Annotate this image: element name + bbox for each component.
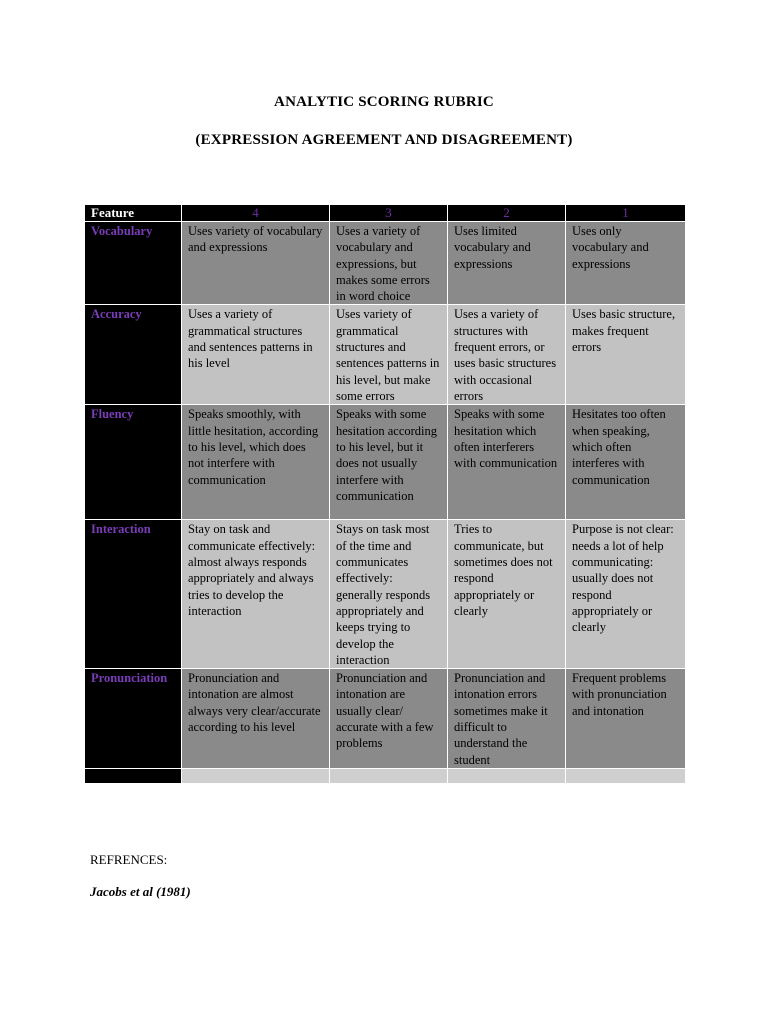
table-cell: Purpose is not clear: needs a lot of help communicating: usually does not respond appropriately or clearly [566,520,686,669]
table-cell: Uses only vocabulary and expressions [566,222,686,305]
empty-cell [330,768,448,783]
table-cell: Pronunciation and intonation are usually clear/ accurate with a few problems [330,669,448,769]
reference-item: Jacobs et al (1981) [90,884,191,899]
table-cell: Uses a variety of structures with frequent errors, or uses basic structures with occasional errors [448,305,566,405]
table-row [85,222,686,305]
empty-cell [85,768,182,783]
feature-pronunciation: Pronunciation [85,669,182,769]
header-row [85,205,686,222]
table-cell: Stays on task most of the time and communicates effectively: generally responds appropriately and keeps trying to develop the interaction [330,520,448,669]
feature-accuracy: Accuracy [85,305,182,405]
feature-interaction: Interaction [85,520,182,669]
table-cell: Frequent problems with pronunciation and intonation [566,669,686,769]
table-row [85,405,686,520]
feature-vocabulary: Vocabulary [85,222,182,305]
document-subtitle: (EXPRESSION AGREEMENT AND DISAGREEMENT) [195,132,573,148]
table-cell: Hesitates too often when speaking, which often interferes with communication [566,405,686,520]
table-row [85,669,686,769]
header-score-3: 3 [330,205,448,222]
table-cell: Speaks with some hesitation which often interferers with communication [448,405,566,520]
empty-cell [448,768,566,783]
table-cell: Speaks smoothly, with little hesitation, according to his level, which does not interfere with communication [182,405,330,520]
table-cell: Pronunciation and intonation are almost always very clear/accurate according to his level [182,669,330,769]
table-cell: Speaks with some hesitation according to his level, but it does not usually interfere with communication [330,405,448,520]
table-cell: Stay on task and communicate effectively: almost always responds appropriately and always tries to develop the interaction [182,520,330,669]
empty-cell [566,768,686,783]
table-cell: Uses basic structure, makes frequent errors [566,305,686,405]
header-score-4: 4 [182,205,330,222]
table-cell: Uses variety of vocabulary and expressions [182,222,330,305]
table-cell: Uses a variety of vocabulary and expressions, but makes some errors in word choice [330,222,448,305]
table-cell: Uses limited vocabulary and expressions [448,222,566,305]
table-cell: Tries to communicate, but sometimes does not respond appropriately or clearly [448,520,566,669]
table-cell: Pronunciation and intonation errors sometimes make it difficult to understand the student [448,669,566,769]
table-row [85,305,686,405]
header-score-1: 1 [566,205,686,222]
feature-fluency: Fluency [85,405,182,520]
table-cell: Uses a variety of grammatical structures and sentences patterns in his level [182,305,330,405]
table-row [85,520,686,669]
empty-row [85,768,686,783]
table-cell: Uses variety of grammatical structures and sentences patterns in his level, but make some errors [330,305,448,405]
empty-cell [182,768,330,783]
references-label: REFRENCES: [90,852,168,867]
document-title: ANALYTIC SCORING RUBRIC [274,94,494,110]
rubric-table [84,204,686,784]
header-score-2: 2 [448,205,566,222]
header-feature: Feature [85,205,182,222]
